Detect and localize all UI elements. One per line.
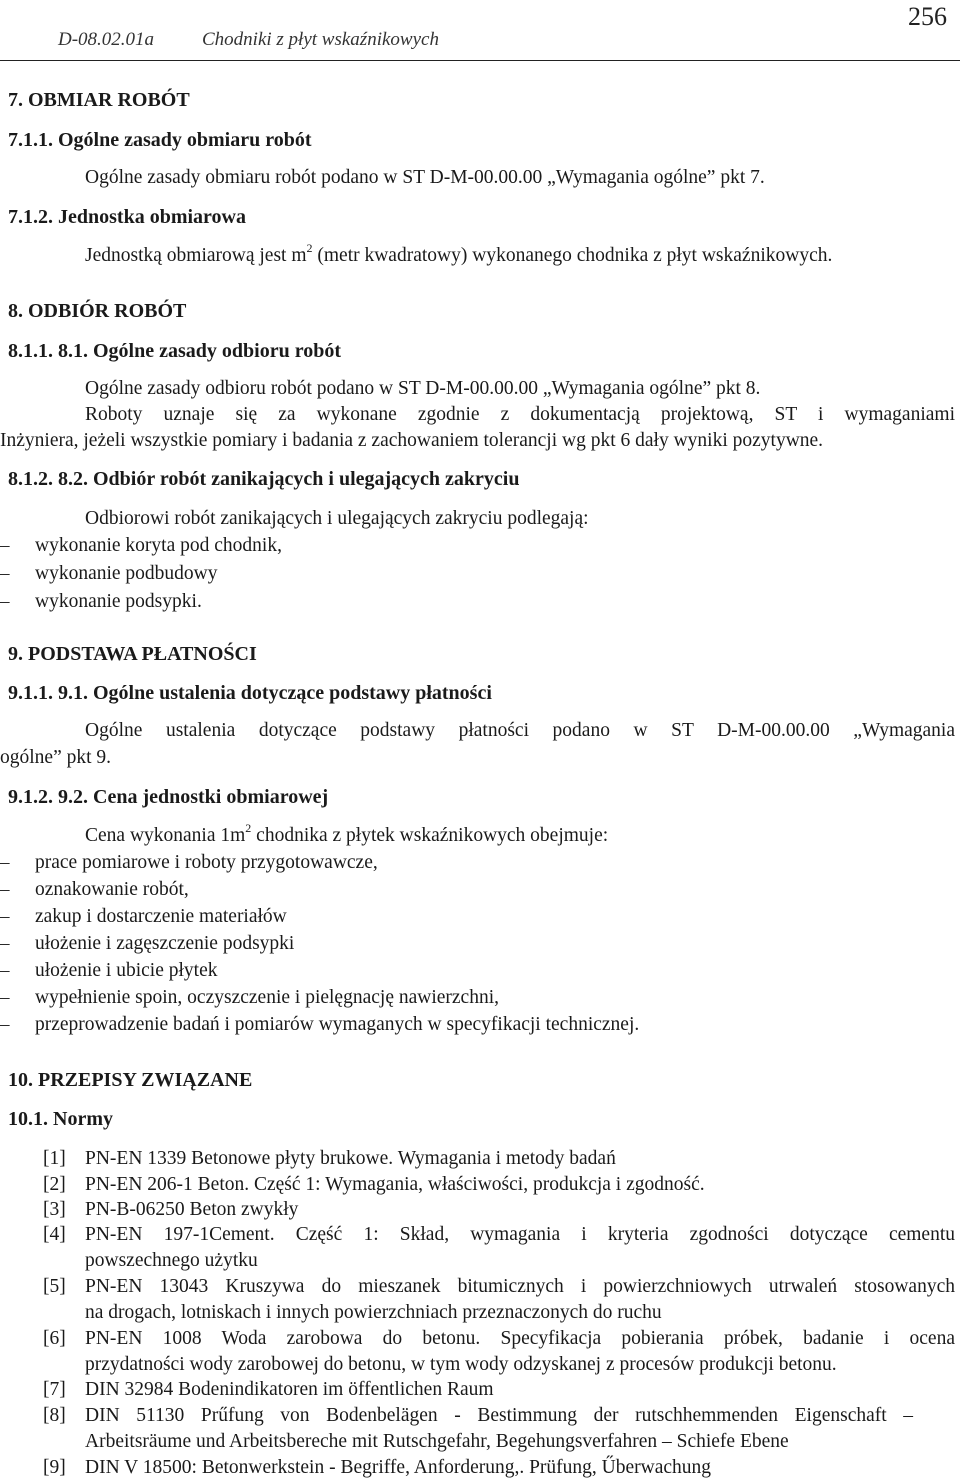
list-item: oznakowanie robót, xyxy=(35,879,189,900)
norm-number: [8] xyxy=(43,1405,66,1426)
norm-number: [6] xyxy=(43,1328,66,1349)
page-number: 256 xyxy=(908,2,947,31)
norm-line: na drogach, lotniskach i innych powierzchniach przeznaczonych do ruchu xyxy=(85,1302,662,1323)
section-9-1-1-heading: 9.1.1. 9.1. Ogólne ustalenia dotyczące podstawy płatności xyxy=(8,682,492,704)
section-8-1-1-paragraph-line1: Roboty uznaje się za wykonane zgodnie z dokumentacją projektową, ST i wymaganiami xyxy=(85,404,955,425)
header-doc-title: Chodniki z płyt wskaźnikowych xyxy=(202,29,439,50)
list-item: wykonanie podbudowy xyxy=(35,563,218,584)
norm-number: [5] xyxy=(43,1276,66,1297)
list-item: przeprowadzenie badań i pomiarów wymaganych w specyfikacji technicznej. xyxy=(35,1014,640,1035)
norm-number: [4] xyxy=(43,1224,66,1245)
section-9-1-1-text-line1: Ogólne ustalenia dotyczące podstawy płatności podano w ST D-M-00.00.00 „Wymagania xyxy=(85,720,955,741)
bullet-dash: – xyxy=(0,933,10,954)
list-item: wykonanie koryta pod chodnik, xyxy=(35,535,282,556)
header-rule xyxy=(0,60,960,61)
list-item: ułożenie i zagęszczenie podsypki xyxy=(35,933,295,954)
section-8-1-2-heading: 8.1.2. 8.2. Odbiór robót zanikających i ulegających zakryciu xyxy=(8,468,520,490)
list-item: prace pomiarowe i roboty przygotowawcze, xyxy=(35,852,378,873)
bullet-dash: – xyxy=(0,535,10,556)
norm-line: PN-B-06250 Beton zwykły xyxy=(85,1199,299,1220)
norm-line: PN-EN 1008 Woda zarobowa do betonu. Specyfikacja pobierania próbek, badanie i ocena xyxy=(85,1328,955,1349)
bullet-dash: – xyxy=(0,987,10,1008)
norm-line: przydatności wody zarobowej do betonu, w tym wody odzyskanej z procesów produkcji betonu. xyxy=(85,1354,837,1375)
bullet-dash: – xyxy=(0,906,10,927)
norm-line: DIN V 18500: Betonwerkstein - Begriffe, Anforderung,. Prüfung, Űberwachung xyxy=(85,1457,712,1478)
section-8-1-1-paragraph-line2: Inżyniera, jeżeli wszystkie pomiary i badania z zachowaniem tolerancji wg pkt 6 dały wyniki pozytywne. xyxy=(0,430,824,451)
section-7-1-2-text: Jednostką obmiarową jest $m^2$ (metr kwadratowy) wykonanego chodnika z płyt wskaźnikowych. xyxy=(85,240,833,266)
norm-line: DIN 32984 Bodenindikatoren im öffentlichen Raum xyxy=(85,1379,494,1400)
section-7-1-2-heading: 7.1.2. Jednostka obmiarowa xyxy=(8,206,246,228)
section-9-1-2-heading: 9.1.2. 9.2. Cena jednostki obmiarowej xyxy=(8,786,329,808)
bullet-dash: – xyxy=(0,960,10,981)
norm-line: powszechnego użytku xyxy=(85,1250,258,1271)
section-10-1-heading: 10.1. Normy xyxy=(8,1108,113,1130)
norm-line: PN-EN 13043 Kruszywa do mieszanek bitumicznych i powierzchniowych utrwaleń stosowanych xyxy=(85,1276,955,1297)
section-9-heading: 9. PODSTAWA PŁATNOŚCI xyxy=(8,643,257,665)
norm-line: PN-EN 1339 Betonowe płyty brukowe. Wymagania i metody badań xyxy=(85,1148,616,1169)
section-8-1-1-heading: 8.1.1. 8.1. Ogólne zasady odbioru robót xyxy=(8,340,341,362)
norm-line: DIN 51130 Prűfung von Bodenbelägen - Bestimmung der rutschhemmenden Eigenschaft – xyxy=(85,1405,913,1426)
list-item: wykonanie podsypki. xyxy=(35,591,202,612)
section-8-heading: 8. ODBIÓR ROBÓT xyxy=(8,300,187,322)
norm-line: Arbeitsräume und Arbeitsbereche mit Rutschgefahr, Begehungsverfahren – Schiefe Ebene xyxy=(85,1431,789,1452)
section-8-1-2-intro: Odbiorowi robót zanikających i ulegających zakryciu podlegają: xyxy=(85,508,589,529)
bullet-dash: – xyxy=(0,1014,10,1035)
list-item: zakup i dostarczenie materiałów xyxy=(35,906,287,927)
norm-number: [3] xyxy=(43,1199,66,1220)
section-7-1-1-heading: 7.1.1. Ogólne zasady obmiaru robót xyxy=(8,129,312,151)
norm-line: PN-EN 206-1 Beton. Część 1: Wymagania, właściwości, produkcja i zgodność. xyxy=(85,1174,705,1195)
norm-number: [7] xyxy=(43,1379,66,1400)
section-9-1-2-intro: Cena wykonania $1m^2$ chodnika z płytek wskaźnikowych obejmuje: xyxy=(85,820,609,846)
list-item: ułożenie i ubicie płytek xyxy=(35,960,218,981)
section-9-1-1-text-line2: ogólne” pkt 9. xyxy=(0,747,112,768)
section-7-heading: 7. OBMIAR ROBÓT xyxy=(8,89,190,111)
bullet-dash: – xyxy=(0,591,10,612)
section-7-1-1-text: Ogólne zasady obmiaru robót podano w ST D-M-00.00.00 „Wymagania ogólne” pkt 7. xyxy=(85,167,765,188)
norm-number: [9] xyxy=(43,1457,66,1478)
bullet-dash: – xyxy=(0,879,10,900)
bullet-dash: – xyxy=(0,563,10,584)
section-8-1-1-text: Ogólne zasady odbioru robót podano w ST D-M-00.00.00 „Wymagania ogólne” pkt 8. xyxy=(85,378,761,399)
list-item: wypełnienie spoin, oczyszczenie i pielęgnację nawierzchni, xyxy=(35,987,500,1008)
bullet-dash: – xyxy=(0,852,10,873)
norm-number: [1] xyxy=(43,1148,66,1169)
norm-number: [2] xyxy=(43,1174,66,1195)
norm-line: PN-EN 197-1Cement. Część 1: Skład, wymagania i kryteria zgodności dotyczące cementu xyxy=(85,1224,955,1245)
header-doc-code: D-08.02.01a xyxy=(58,29,155,50)
section-10-heading: 10. PRZEPISY ZWIĄZANE xyxy=(8,1069,253,1091)
